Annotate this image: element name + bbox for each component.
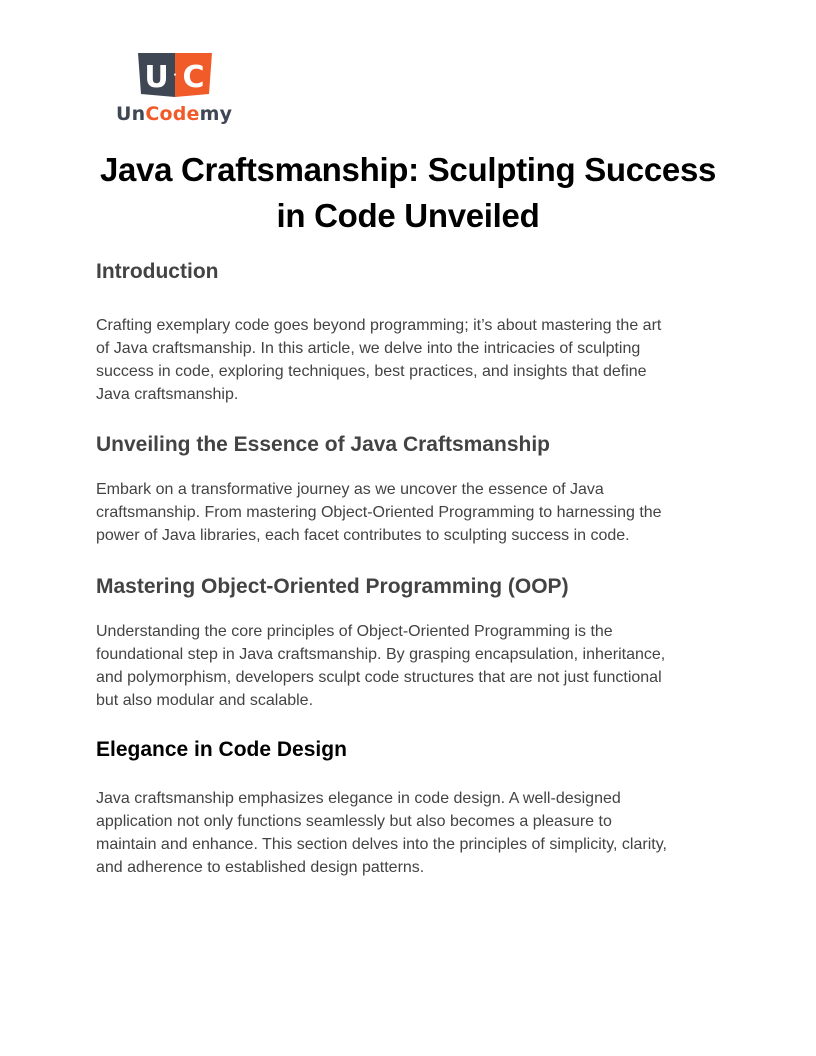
logo-word-my: my [199,103,233,125]
uncodemy-logo [116,50,246,130]
logo-word-code: Code [145,103,200,125]
paragraph-line: but also modular and scalable. [96,692,314,709]
page-title [60,147,756,239]
paragraph-line: of Java craftsmanship. In this article, we delve into the intricacies of sculpting [96,340,641,357]
section-paragraph-elegance [96,787,726,879]
section-heading-oop: Mastering Object-Oriented Programming (OOP) [96,575,569,598]
section-paragraph-oop [96,620,726,712]
svg-text:·: · [173,70,177,81]
logo-mark-c: C [182,60,205,95]
paragraph-line: Crafting exemplary code goes beyond programming; it’s about mastering the art [96,317,662,334]
paragraph-line: power of Java libraries, each facet contributes to sculpting success in code. [96,527,630,544]
section-paragraph-essence [96,478,726,547]
logo-wordmark [116,103,232,125]
paragraph-line: Understanding the core principles of Object-Oriented Programming is the [96,623,613,640]
paragraph-line: craftsmanship. From mastering Object-Oriented Programming to harnessing the [96,504,662,521]
paragraph-line: Embark on a transformative journey as we uncover the essence of Java [96,481,604,498]
section-heading-introduction: Introduction [96,260,219,283]
logo-word-un: Un [116,103,146,125]
section-heading-elegance: Elegance in Code Design [96,738,347,761]
paragraph-line: foundational step in Java craftsmanship. By grasping encapsulation, inheritance, [96,646,666,663]
paragraph-line: maintain and enhance. This section delves into the principles of simplicity, clarity, [96,836,667,853]
uc-logo-mark-icon [138,53,212,97]
title-line-2: in Code Unveiled [276,197,540,234]
paragraph-line: success in code, exploring techniques, best practices, and insights that define [96,363,647,380]
section-heading-essence: Unveiling the Essence of Java Craftsmanship [96,433,550,456]
paragraph-line: and polymorphism, developers sculpt code structures that are not just functional [96,669,662,686]
paragraph-line: application not only functions seamlessly but also becomes a pleasure to [96,813,612,830]
paragraph-line: Java craftsmanship emphasizes elegance in code design. A well-designed [96,790,621,807]
title-line-1: Java Craftsmanship: Sculpting Success [99,151,717,188]
paragraph-line: and adherence to established design patterns. [96,859,425,876]
logo-mark-u: U [144,60,169,95]
paragraph-line: Java craftsmanship. [96,386,239,403]
section-paragraph-introduction [96,314,726,406]
